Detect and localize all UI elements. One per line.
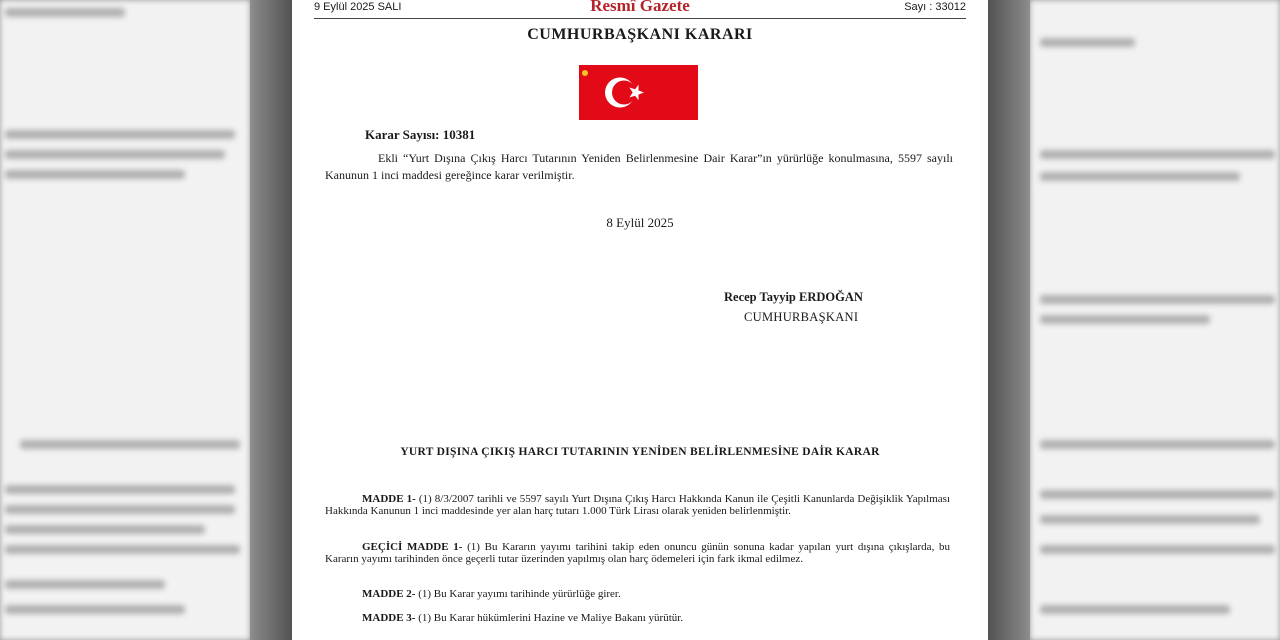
temporary-article-1 (325, 541, 950, 565)
turkish-flag-icon (579, 65, 698, 120)
decree-date: 8 Eylül 2025 (606, 215, 674, 230)
decision-number: Karar Sayısı: 10381 (365, 127, 476, 142)
article-text: (1) Bu Karar yayımı tarihinde yürürlüğe girer. (418, 588, 621, 600)
gazette-page (292, 0, 988, 640)
annex-title: YURT DIŞINA ÇIKIŞ HARCI TUTARININ YENİDEN BELİRLENMESİNE DAİR KARAR (400, 446, 880, 458)
article-label: MADDE 1- (362, 493, 416, 505)
signer-title: CUMHURBAŞKANI (744, 310, 859, 324)
shadow-left (250, 0, 292, 640)
blurred-background-right (1030, 0, 1280, 640)
blurred-background-left (0, 0, 250, 640)
issue-number: Sayı : 33012 (904, 1, 966, 13)
article-2 (325, 588, 950, 600)
article-text: (1) Bu Karar hükümlerini Hazine ve Maliye Bakanı yürütür. (418, 612, 684, 624)
decree-title: CUMHURBAŞKANI KARARI (527, 26, 753, 43)
article-label: GEÇİCİ MADDE 1- (362, 541, 463, 553)
shadow-right (988, 0, 1030, 640)
article-text: (1) 8/3/2007 tarihli ve 5597 sayılı Yurt Dışına Çıkış Harcı Hakkında Kanun ile Çeşitli Kanunlarda Değişiklik Yapılması Hakkında Kanunun 1 inci maddesinde yer alan harç tutarı 1.000 Türk Lirası olarak yeniden belirlenmiştir. (325, 493, 951, 517)
issue-date: 9 Eylül 2025 SALI (314, 1, 402, 13)
article-label: MADDE 3- (362, 612, 416, 624)
decree-intro: Ekli “Yurt Dışına Çıkış Harcı Tutarının Yeniden Belirlenmesine Dair Karar”ın yürürlüğe konulmasına, 5597 sayılı Kanunun 1 inci maddesi gereğince karar verilmiştir. (325, 151, 953, 182)
article-1 (325, 493, 950, 517)
article-3 (325, 612, 950, 624)
gazette-header (314, 0, 966, 19)
gazette-name: Resmî Gazete (590, 0, 690, 15)
article-text: (1) Bu Kararın yayımı tarihini takip eden onuncu günün sonuna kadar yapılan yurt dışına çıkışlarda, bu Kararın yayımı tarihinden önce geçerli tutar üzerinden yapılmış olan harç ödemeleri için fark ikmal edilmez. (325, 541, 950, 565)
signer-name: Recep Tayyip ERDOĞAN (724, 290, 863, 304)
article-label: MADDE 2- (362, 588, 416, 600)
